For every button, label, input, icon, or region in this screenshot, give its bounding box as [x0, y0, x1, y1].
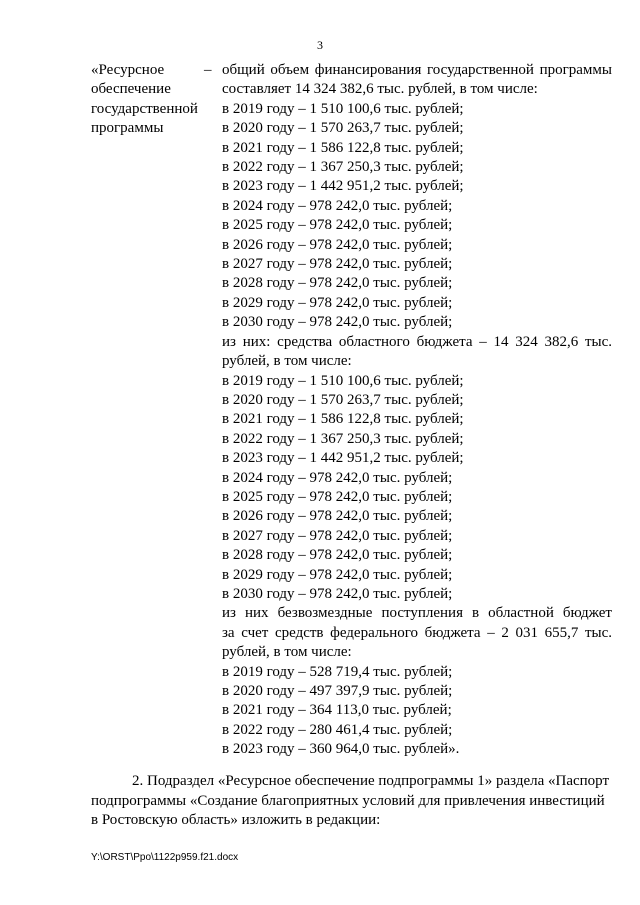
intro-line: составляет 14 324 382,6 тыс. рублей, в том числе:	[222, 81, 538, 98]
federal-by-year-list	[222, 663, 612, 760]
year-amount-line: в 2019 году – 1 510 100,6 тыс. рублей;	[222, 100, 464, 117]
intro-line: общий объем финансирования государственной программы	[222, 62, 612, 78]
year-amount-line: в 2022 году – 1 367 250,3 тыс. рублей;	[222, 159, 464, 176]
year-amount-line: в 2026 году – 978 242,0 тыс. рублей;	[222, 236, 453, 253]
financing-details	[222, 61, 612, 760]
year-amount-line: в 2030 году – 978 242,0 тыс. рублей;	[222, 314, 453, 331]
year-amount-line: в 2027 году – 978 242,0 тыс. рублей;	[222, 527, 453, 544]
year-amount-line: в 2030 году – 978 242,0 тыс. рублей;	[222, 585, 453, 602]
year-amount-line: в 2021 году – 364 113,0 тыс. рублей;	[222, 702, 452, 719]
regional-intro-line: рублей, в том числе:	[222, 353, 352, 370]
federal-intro-line: рублей, в том числе:	[222, 644, 352, 661]
year-amount-line: в 2026 году – 978 242,0 тыс. рублей;	[222, 508, 453, 525]
amendment-paragraph	[91, 772, 612, 831]
footer-file-path: Y:\ORST\Ppo\1122p959.f21.docx	[91, 852, 239, 863]
year-amount-line: в 2023 году – 1 442 951,2 тыс. рублей;	[222, 450, 464, 467]
year-amount-line: в 2028 году – 978 242,0 тыс. рублей;	[222, 547, 453, 564]
year-amount-line: в 2025 году – 978 242,0 тыс. рублей;	[222, 217, 453, 234]
year-amount-line: в 2028 году – 978 242,0 тыс. рублей;	[222, 275, 453, 292]
paragraph-line: 2. Подраздел «Ресурсное обеспечение подпрограммы 1» раздела «Паспорт	[132, 773, 610, 789]
section-label	[91, 61, 206, 139]
section-label-line: обеспечение	[91, 81, 171, 98]
year-amount-line: в 2025 году – 978 242,0 тыс. рублей;	[222, 488, 453, 505]
federal-intro-line: из них безвозмездные поступления в областной бюджет	[222, 605, 612, 622]
section-label-line: «Ресурсное	[91, 62, 165, 78]
year-amount-line: в 2021 году – 1 586 122,8 тыс. рублей;	[222, 139, 464, 156]
section-label-line: программы	[91, 120, 164, 137]
year-amount-line: в 2020 году – 497 397,9 тыс. рублей;	[222, 683, 453, 699]
year-amount-line: в 2029 году – 978 242,0 тыс. рублей;	[222, 566, 453, 583]
regional-intro-line: из них: средства областного бюджета – 14 324 382,6 тыс.	[222, 333, 612, 350]
year-amount-line: в 2027 году – 978 242,0 тыс. рублей;	[222, 256, 453, 273]
page-number: 3	[317, 38, 323, 52]
total-by-year-list	[222, 100, 612, 333]
year-amount-line: в 2019 году – 528 719,4 тыс. рублей;	[222, 663, 453, 680]
regional-by-year-list	[222, 372, 612, 605]
label-dash: –	[204, 62, 212, 78]
year-amount-line: в 2020 году – 1 570 263,7 тыс. рублей;	[222, 120, 464, 137]
year-amount-line: в 2024 году – 978 242,0 тыс. рублей;	[222, 197, 453, 214]
paragraph-line: подпрограммы «Создание благоприятных условий для привлечения инвестиций	[91, 792, 605, 809]
section-label-line: государственной	[91, 100, 198, 117]
year-amount-line: в 2020 году – 1 570 263,7 тыс. рублей;	[222, 391, 464, 408]
federal-intro-line: за счет средств федерального бюджета – 2 031 655,7 тыс.	[222, 624, 612, 641]
year-amount-line: в 2022 году – 280 461,4 тыс. рублей;	[222, 721, 453, 738]
year-amount-line: в 2021 году – 1 586 122,8 тыс. рублей;	[222, 411, 464, 428]
year-amount-line: в 2023 году – 360 964,0 тыс. рублей».	[222, 741, 460, 758]
year-amount-line: в 2029 году – 978 242,0 тыс. рублей;	[222, 294, 453, 311]
year-amount-line: в 2023 году – 1 442 951,2 тыс. рублей;	[222, 178, 464, 195]
paragraph-line: в Ростовскую область» изложить в редакции:	[91, 812, 381, 829]
year-amount-line: в 2024 году – 978 242,0 тыс. рублей;	[222, 469, 453, 486]
year-amount-line: в 2022 году – 1 367 250,3 тыс. рублей;	[222, 430, 464, 447]
year-amount-line: в 2019 году – 1 510 100,6 тыс. рублей;	[222, 372, 464, 389]
